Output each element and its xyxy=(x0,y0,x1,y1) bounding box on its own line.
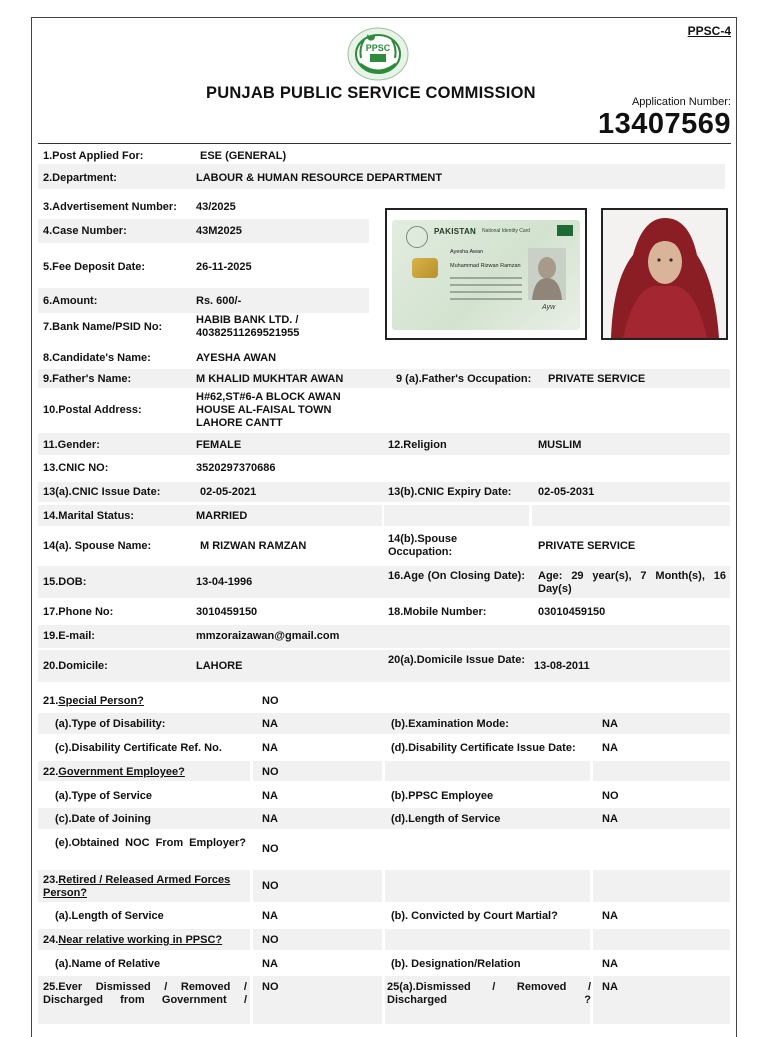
noc-label: (e).Obtained NOC From Employer? xyxy=(55,837,246,849)
special-person-value: NO xyxy=(262,695,279,707)
field-value-religion: MUSLIM xyxy=(538,439,582,451)
relative-designation-label: (b). Designation/Relation xyxy=(391,958,521,970)
cnic-card xyxy=(392,220,580,330)
application-number: 13407569 xyxy=(597,108,731,140)
service-type-label: (a).Type of Service xyxy=(55,790,152,802)
field-label-candidate-name: 8.Candidate's Name: xyxy=(43,352,151,364)
field-label-gender: 11.Gender: xyxy=(43,439,100,451)
field-value-marital: MARRIED xyxy=(196,510,248,522)
joining-date-label: (c).Date of Joining xyxy=(55,813,151,825)
relative-name-value: NA xyxy=(262,958,278,970)
field-value-email: mmzoraizawan@gmail.com xyxy=(196,630,340,642)
ppsc-employee-value: NO xyxy=(602,790,619,802)
field-label-email: 19.E-mail: xyxy=(43,630,95,642)
dismissed-gov-value: NO xyxy=(262,981,279,993)
armed-length-label: (a).Length of Service xyxy=(55,910,164,922)
field-value-address: H#62,ST#6-A BLOCK AWAN HOUSE AL-FAISAL TOWN LAHORE CANTT xyxy=(196,391,341,429)
field-label-fee-date: 5.Fee Deposit Date: xyxy=(43,261,146,273)
cnic-country: PAKISTAN xyxy=(434,227,477,236)
field-value-father-name: M KHALID MUKHTAR AWAN xyxy=(196,373,344,385)
field-label-religion: 12.Religion xyxy=(388,439,447,451)
field-label-cnic-expiry: 13(b).CNIC Expiry Date: xyxy=(388,486,512,498)
armed-forces-heading: Retired / Released Armed Forces Person? xyxy=(43,874,231,899)
disability-type-value: NA xyxy=(262,718,278,730)
cnic-subtitle: National Identity Card xyxy=(482,228,531,234)
row-shade xyxy=(593,929,730,950)
cnic-seal-icon xyxy=(406,226,428,248)
field-label-spouse-occupation: 14(b).Spouse Occupation: xyxy=(388,533,458,558)
candidate-portrait xyxy=(603,210,726,338)
ppsc-logo xyxy=(346,26,410,82)
row-shade xyxy=(385,870,590,902)
field-label-marital: 14.Marital Status: xyxy=(43,510,135,522)
field-value-age: Age: 29 year(s), 7 Month(s), 16 Day(s) xyxy=(538,570,726,595)
field-value-phone: 3010459150 xyxy=(196,606,258,618)
row-shade xyxy=(593,870,730,902)
field-label-age: 16.Age (On Closing Date): xyxy=(388,570,525,582)
cnic-image xyxy=(385,208,587,340)
field-label-bank: 7.Bank Name/PSID No: xyxy=(43,321,163,333)
noc-value: NO xyxy=(262,843,279,855)
dismissed-gov-label: 25.Ever Dismissed / Removed / Discharged from Government / xyxy=(43,981,247,1006)
field-label-phone: 17.Phone No: xyxy=(43,606,114,618)
relative-heading: Near relative working in PPSC? xyxy=(58,934,223,946)
field-label-mobile: 18.Mobile Number: xyxy=(388,606,487,618)
field-value-candidate-name: AYESHA AWAN xyxy=(196,352,277,364)
field-value-father-occupation: PRIVATE SERVICE xyxy=(548,373,646,385)
special-person-prefix: 21. xyxy=(43,695,59,707)
relative-designation-value: NA xyxy=(602,958,618,970)
field-value-amount: Rs. 600/- xyxy=(196,295,242,307)
flag-icon xyxy=(557,225,573,236)
exam-mode-label: (b).Examination Mode: xyxy=(391,718,509,730)
field-value-cnic: 3520297370686 xyxy=(196,462,276,474)
relative-prefix: 24. xyxy=(43,934,59,946)
row-shade xyxy=(385,761,590,781)
cnic-name: Ayesha Awan xyxy=(450,249,484,255)
row-shade xyxy=(532,505,730,526)
armed-forces-value: NO xyxy=(262,880,279,892)
field-label-dob: 15.DOB: xyxy=(43,576,87,588)
disability-cert-date-label: (d).Disability Certificate Issue Date: xyxy=(391,742,576,754)
disability-cert-label: (c).Disability Certificate Ref. No. xyxy=(55,742,222,754)
dismissed-a-label: 25(a).Dismissed / Removed / Discharged ? xyxy=(387,981,591,1006)
cnic-husband: Muhammad Rizwan Ramzan xyxy=(450,263,521,269)
field-value-fee-date: 26-11-2025 xyxy=(196,261,252,273)
cnic-portrait xyxy=(528,248,566,300)
disability-type-label: (a).Type of Disability: xyxy=(55,718,166,730)
armed-forces-prefix: 23. xyxy=(43,874,59,886)
gov-employee-value: NO xyxy=(262,766,279,778)
ppsc-employee-label: (b).PPSC Employee xyxy=(391,790,494,802)
field-label-domicile-issue: 20(a).Domicile Issue Date: xyxy=(388,654,525,666)
service-length-value: NA xyxy=(602,813,618,825)
relative-value: NO xyxy=(262,934,279,946)
joining-date-value: NA xyxy=(262,813,278,825)
service-length-label: (d).Length of Service xyxy=(391,813,501,825)
field-label-address: 10.Postal Address: xyxy=(43,404,142,416)
field-value-cnic-issue: 02-05-2021 xyxy=(200,486,257,498)
field-value-gender: FEMALE xyxy=(196,439,242,451)
chip-icon xyxy=(412,258,438,278)
field-label-post: 1.Post Applied For: xyxy=(43,150,144,162)
service-type-value: NA xyxy=(262,790,278,802)
row-shade xyxy=(593,761,730,781)
field-value-post: ESE (GENERAL) xyxy=(200,150,287,162)
cnic-signature: Ayw xyxy=(542,304,556,311)
field-value-bank: HABIB BANK LTD. / 40382511269521955 xyxy=(196,314,300,339)
field-label-spouse-name: 14(a). Spouse Name: xyxy=(43,540,152,552)
armed-length-value: NA xyxy=(262,910,278,922)
field-label-domicile: 20.Domicile: xyxy=(43,660,108,672)
form-code: PPSC-4 xyxy=(687,24,731,38)
special-person-heading: Special Person? xyxy=(58,695,144,707)
header-divider xyxy=(38,143,731,144)
field-value-adv-number: 43/2025 xyxy=(196,201,236,213)
field-label-adv-number: 3.Advertisement Number: xyxy=(43,201,177,213)
court-martial-label: (b). Convicted by Court Martial? xyxy=(391,910,558,922)
gov-employee-heading: Government Employee? xyxy=(58,766,185,778)
disability-cert-date-value: NA xyxy=(602,742,618,754)
field-value-case-number: 43M2025 xyxy=(196,225,242,237)
row-shade xyxy=(384,505,529,526)
relative-name-label: (a).Name of Relative xyxy=(55,958,161,970)
field-value-dob: 13-04-1996 xyxy=(196,576,253,588)
logo-text: PPSC xyxy=(365,43,391,53)
field-label-father-name: 9.Father's Name: xyxy=(43,373,132,385)
field-value-spouse-name: M RIZWAN RAMZAN xyxy=(200,540,307,552)
field-label-amount: 6.Amount: xyxy=(43,295,98,307)
field-label-cnic: 13.CNIC NO: xyxy=(43,462,109,474)
court-martial-value: NA xyxy=(602,910,618,922)
field-value-domicile-issue: 13-08-2011 xyxy=(534,660,590,672)
dismissed-a-value: NA xyxy=(602,981,618,993)
field-label-father-occupation: 9 (a).Father's Occupation: xyxy=(396,373,532,385)
field-value-spouse-occupation: PRIVATE SERVICE xyxy=(538,540,636,552)
cnic-info-lines xyxy=(450,277,522,305)
candidate-photo xyxy=(601,208,728,340)
organization-title: PUNJAB PUBLIC SERVICE COMMISSION xyxy=(206,84,536,102)
field-value-domicile: LAHORE xyxy=(196,660,243,672)
field-label-case-number: 4.Case Number: xyxy=(43,225,127,237)
disability-cert-value: NA xyxy=(262,742,278,754)
row-shade xyxy=(38,433,730,455)
application-number-label: Application Number: xyxy=(631,96,731,108)
field-value-cnic-expiry: 02-05-2031 xyxy=(538,486,595,498)
exam-mode-value: NA xyxy=(602,718,618,730)
field-value-department: LABOUR & HUMAN RESOURCE DEPARTMENT xyxy=(196,172,443,184)
row-shade xyxy=(385,929,590,950)
field-label-cnic-issue: 13(a).CNIC Issue Date: xyxy=(43,486,161,498)
gov-employee-prefix: 22. xyxy=(43,766,59,778)
row-shade xyxy=(38,650,730,682)
field-label-department: 2.Department: xyxy=(43,172,117,184)
row-shade xyxy=(38,625,730,648)
field-value-mobile: 03010459150 xyxy=(538,606,606,618)
